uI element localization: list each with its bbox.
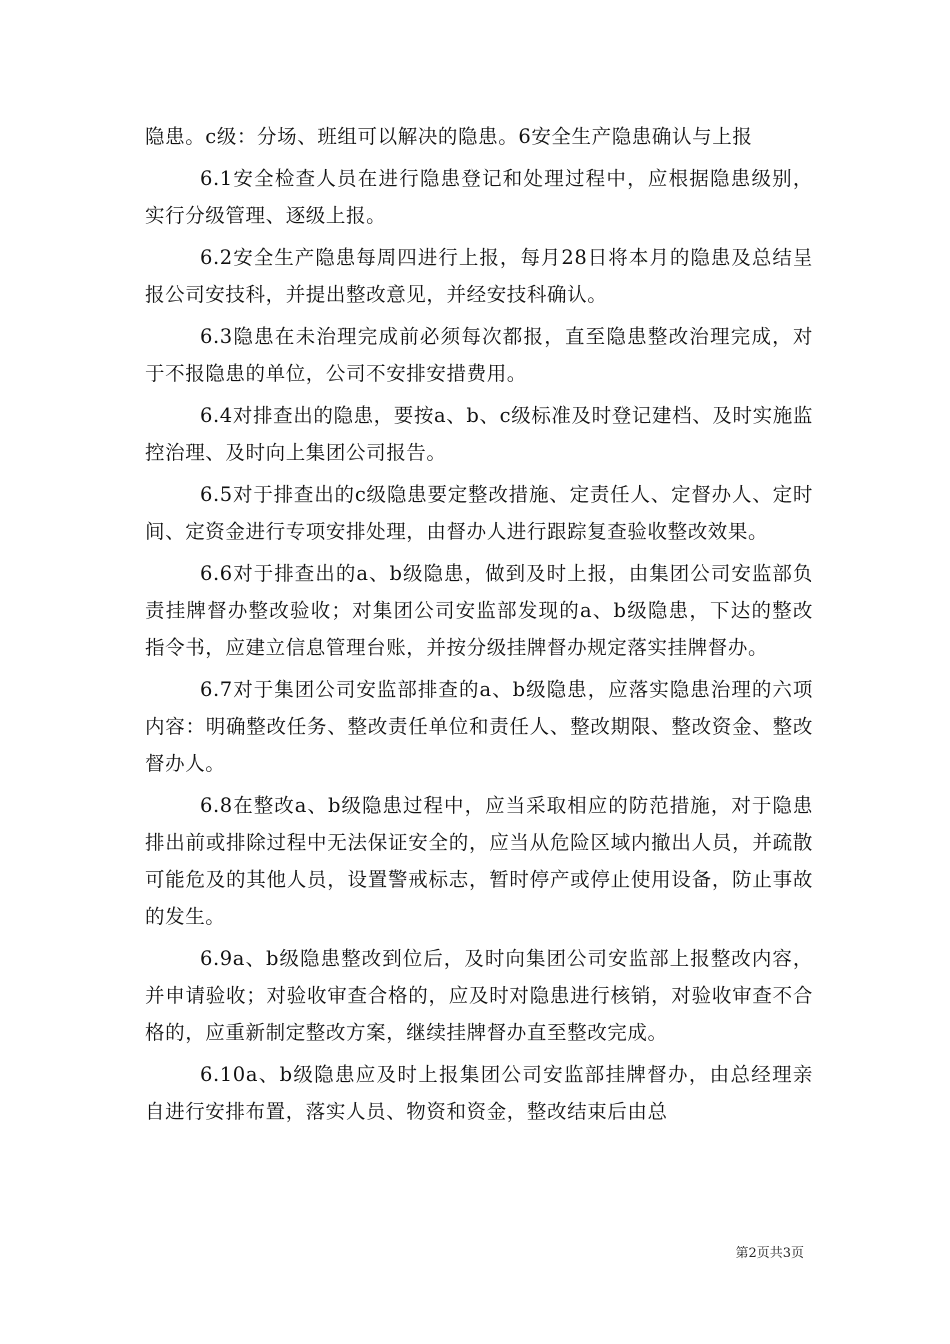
paragraph-continuation: 隐患。c级：分场、班组可以解决的隐患。6安全生产隐患确认与上报 xyxy=(145,125,753,148)
document-body xyxy=(145,118,813,1135)
paragraph-6-7: 6.7对于集团公司安监部排查的a、b级隐患，应落实隐患治理的六项内容：明确整改任务、整改责任单位和责任人、整改期限、整改资金、整改督办人。 xyxy=(145,678,813,775)
paragraph-6-8: 6.8在整改a、b级隐患过程中，应当采取相应的防范措施，对于隐患排出前或排除过程中无法保证安全的，应当从危险区域内撤出人员，并疏散可能危及的其他人员，设置警戒标志，暂时停产或停止使用设备，防止事故的发生。 xyxy=(145,794,813,928)
paragraph-6-4: 6.4对排查出的隐患，要按a、b、c级标准及时登记建档、及时实施监控治理、及时向上集团公司报告。 xyxy=(145,404,813,464)
paragraph-6-6: 6.6对于排查出的a、b级隐患，做到及时上报，由集团公司安监部负责挂牌督办整改验收；对集团公司安监部发现的a、b级隐患，下达的整改指令书，应建立信息管理台账，并按分级挂牌督办规定落实挂牌督办。 xyxy=(145,562,813,659)
paragraph-6-9: 6.9a、b级隐患整改到位后，及时向集团公司安监部上报整改内容，并申请验收；对验收审查合格的，应及时对隐患进行核销，对验收审查不合格的，应重新制定整改方案，继续挂牌督办直至整改完成。 xyxy=(145,947,813,1044)
page-number-footer: 第2页共3页 xyxy=(735,1246,804,1261)
paragraph-6-1: 6.1安全检查人员在进行隐患登记和处理过程中，应根据隐患级别，实行分级管理、逐级上报。 xyxy=(145,167,813,227)
paragraph-6-2: 6.2安全生产隐患每周四进行上报，每月28日将本月的隐患及总结呈报公司安技科，并提出整改意见，并经安技科确认。 xyxy=(145,246,813,306)
paragraph-6-5: 6.5对于排查出的c级隐患要定整改措施、定责任人、定督办人、定时间、定资金进行专项安排处理，由督办人进行跟踪复查验收整改效果。 xyxy=(145,483,813,543)
paragraph-6-3: 6.3隐患在未治理完成前必须每次都报，直至隐患整改治理完成，对于不报隐患的单位，公司不安排安措费用。 xyxy=(145,325,813,385)
paragraph-6-10: 6.10a、b级隐患应及时上报集团公司安监部挂牌督办，由总经理亲自进行安排布置，落实人员、物资和资金，整改结束后由总 xyxy=(145,1063,813,1123)
